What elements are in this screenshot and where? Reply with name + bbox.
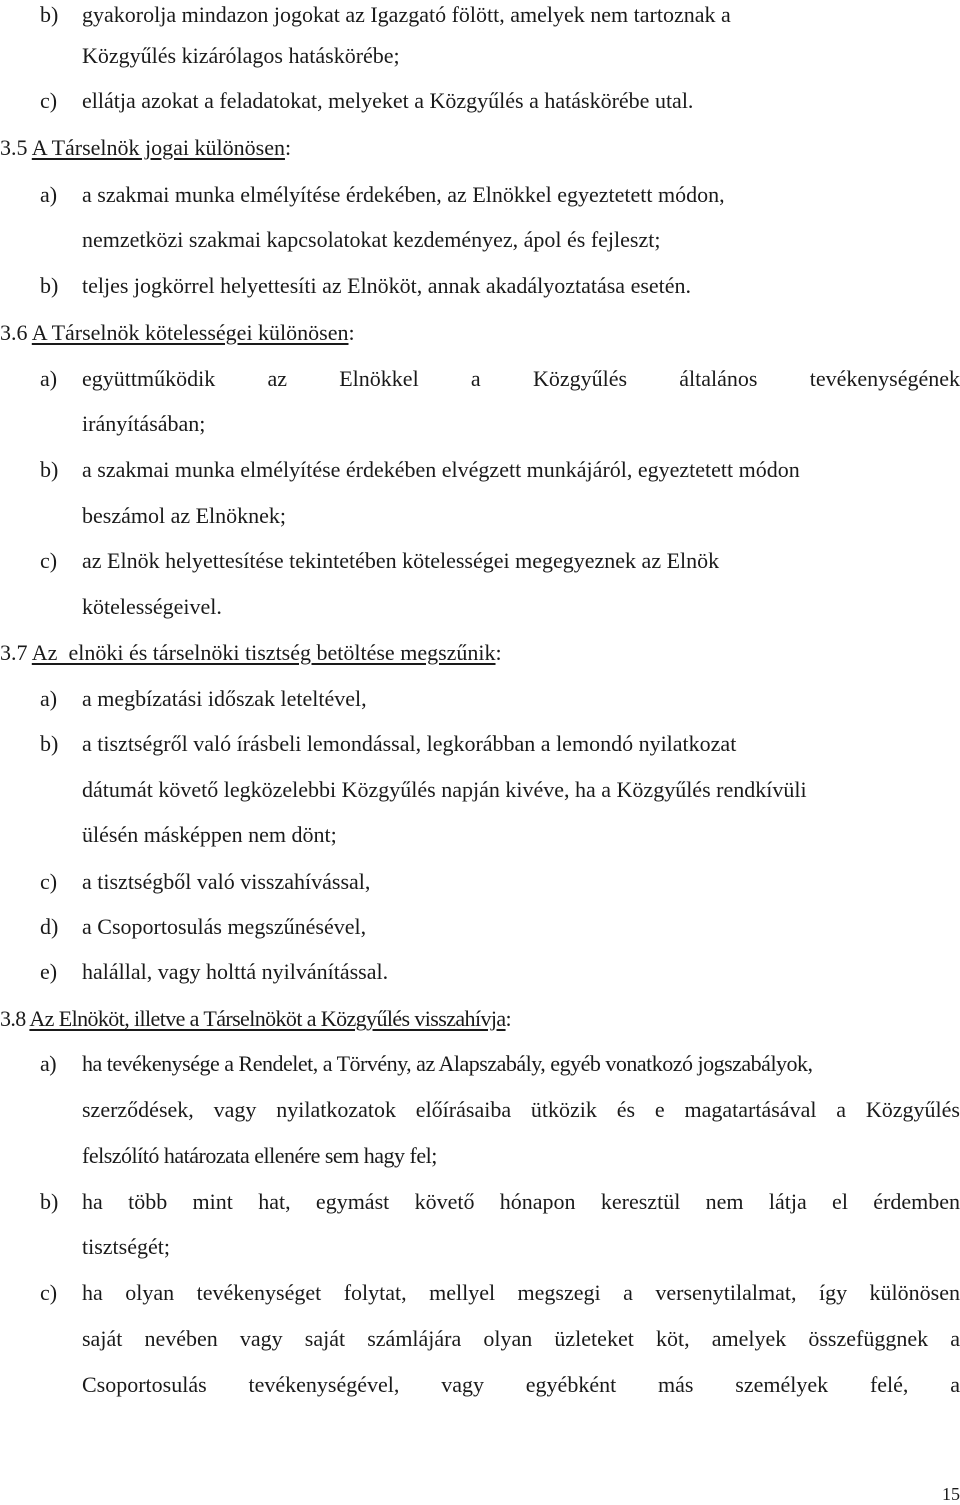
item-text: gyakorolja mindazon jogokat az Igazgató fölött, amelyek nem tartoznak a [82, 2, 731, 27]
section-colon: : [348, 320, 355, 345]
item-label: b) [40, 2, 59, 27]
item-continuation: irányításában; [82, 411, 206, 436]
item-label: e) [40, 959, 58, 984]
section-title: Az elnöki és társelnöki tisztség betöltése megszűnik [31, 640, 496, 665]
list-item [40, 957, 388, 987]
item-label: b) [40, 273, 59, 298]
item-label: a) [40, 182, 58, 207]
item-label: d) [40, 914, 59, 939]
item-continuation [82, 1370, 960, 1400]
section-number: 3.8 [0, 1006, 26, 1031]
item-text: a tisztségről való írásbeli lemondással, legkorábban a lemondó nyilatkozat [82, 731, 737, 756]
list-item [40, 912, 366, 942]
item-text: együttműködik az Elnökkel a Közgyűlés általános tevékenységének [82, 366, 960, 391]
item-continuation-text: Csoportosulás tevékenységével, vagy egyébként más személyek felé, a [82, 1372, 960, 1397]
section-heading-3-5 [0, 133, 291, 163]
item-text: a Csoportosulás megszűnésével, [82, 914, 367, 939]
section-colon: : [505, 1006, 512, 1031]
list-item [40, 180, 725, 210]
item-text: ha tevékenysége a Rendelet, a Törvény, az Alapszabály, egyéb vonatkozó jogszabályok, [82, 1051, 813, 1076]
section-title: Az Elnököt, illetve a Társelnököt a Közgyűlés visszahívja [29, 1006, 506, 1031]
item-label: a) [40, 366, 58, 391]
item-label: c) [40, 88, 58, 113]
item-continuation: nemzetközi szakmai kapcsolatokat kezdeményez, ápol és fejleszt; [82, 227, 661, 252]
item-text: ellátja azokat a feladatokat, melyeket a Közgyűlés a hatáskörébe utal. [82, 88, 694, 113]
item-label: b) [40, 1189, 59, 1214]
item-continuation [82, 1095, 960, 1125]
item-text: a megbízatási időszak leteltével, [82, 686, 367, 711]
list-item [40, 86, 693, 116]
section-colon: : [495, 640, 502, 665]
item-continuation: Közgyűlés kizárólagos hatáskörébe; [82, 43, 400, 68]
item-continuation: felszólító határozata ellenére sem hagy fel; [82, 1143, 437, 1168]
section-title: A Társelnök kötelességei különösen [31, 320, 349, 345]
list-item [40, 0, 731, 30]
item-text: az Elnök helyettesítése tekintetében kötelességei megegyeznek az Elnök [82, 548, 720, 573]
item-text: ha több mint hat, egymást követő hónapon keresztül nem látja el érdemben [82, 1189, 960, 1214]
item-continuation: ülésén másképpen nem dönt; [82, 822, 337, 847]
item-continuation: kötelességeivel. [82, 594, 222, 619]
list-item [40, 1187, 960, 1217]
item-continuation-text: saját nevében vagy saját számlájára olyan üzleteket köt, amelyek összefüggnek a [82, 1326, 960, 1351]
section-colon: : [284, 135, 292, 160]
list-item [40, 867, 370, 897]
list-item [40, 271, 691, 301]
item-label: c) [40, 548, 58, 573]
list-item [40, 364, 960, 394]
item-label: c) [40, 869, 58, 894]
list-item [40, 684, 367, 714]
item-label: b) [40, 457, 59, 482]
item-text: a tisztségből való visszahívással, [82, 869, 371, 894]
section-heading-3-8 [0, 1004, 511, 1034]
list-item [40, 1278, 960, 1308]
section-number: 3.5 [0, 135, 28, 160]
item-text: ha olyan tevékenységet folytat, mellyel megszegi a versenytilalmat, így különösen [82, 1280, 960, 1305]
page-number: 15 [942, 1484, 960, 1504]
item-label: c) [40, 1280, 58, 1305]
item-continuation [82, 1324, 960, 1354]
list-item [40, 455, 800, 485]
list-item [40, 546, 719, 576]
section-number: 3.6 [0, 320, 28, 345]
item-text: halállal, vagy holttá nyilvánítással. [82, 959, 389, 984]
section-heading-3-7 [0, 638, 502, 668]
list-item [40, 1049, 813, 1079]
section-title: A Társelnök jogai különösen [31, 135, 285, 160]
item-continuation: beszámol az Elnöknek; [82, 503, 287, 528]
item-continuation-text: szerződések, vagy nyilatkozatok előírásaiba ütközik és e magatartásával a Közgyűlés [82, 1097, 960, 1122]
item-continuation: tisztségét; [82, 1234, 170, 1259]
item-label: a) [40, 1051, 57, 1076]
item-text: teljes jogkörrel helyettesíti az Elnököt, annak akadályoztatása esetén. [82, 273, 692, 298]
item-label: a) [40, 686, 58, 711]
item-continuation: dátumát követő legközelebbi Közgyűlés napján kivéve, ha a Közgyűlés rendkívüli [82, 777, 807, 802]
item-text: a szakmai munka elmélyítése érdekében, az Elnökkel egyeztetett módon, [82, 182, 725, 207]
section-heading-3-6 [0, 318, 355, 348]
list-item [40, 729, 736, 759]
item-label: b) [40, 731, 59, 756]
item-text: a szakmai munka elmélyítése érdekében elvégzett munkájáról, egyeztetett módon [82, 457, 800, 482]
section-number: 3.7 [0, 640, 28, 665]
